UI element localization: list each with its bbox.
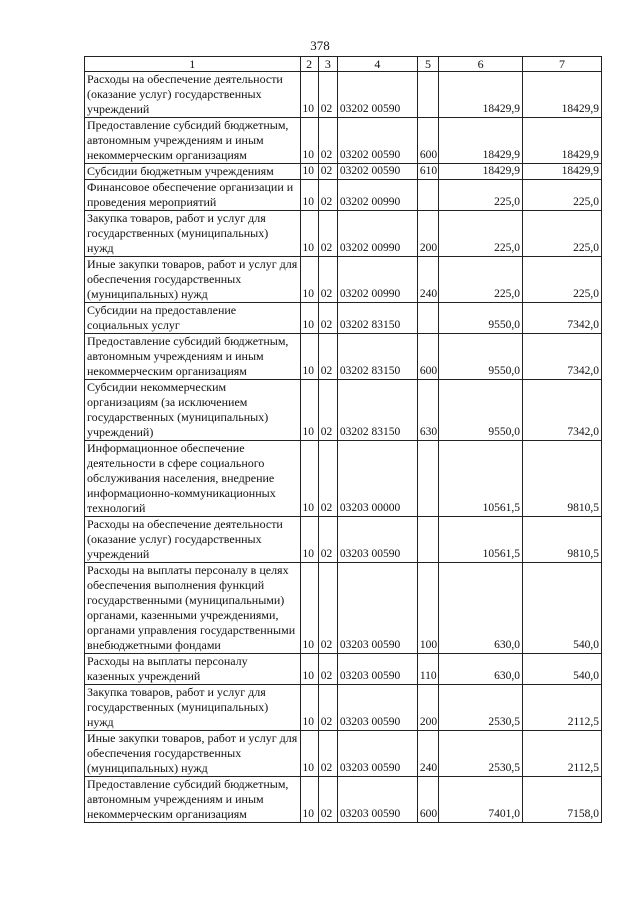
amount-col7-cell: 540,0 [523,563,602,654]
page-number: 378 [310,38,330,53]
subsection-code-cell: 02 [318,303,337,334]
section-code-cell: 10 [300,380,318,441]
expense-type-cell [417,441,438,517]
expense-type-cell: 100 [417,563,438,654]
column-header: 4 [337,57,417,72]
target-article-cell: 03202 83150 [337,380,417,441]
expense-type-cell: 600 [417,334,438,380]
amount-col7-cell: 18429,9 [523,118,602,164]
amount-col7-cell: 9810,5 [523,441,602,517]
amount-col6-cell: 18429,9 [439,118,523,164]
subsection-code-cell: 02 [318,257,337,303]
target-article-cell: 03202 00990 [337,211,417,257]
amount-col7-cell: 7158,0 [523,777,602,823]
amount-col6-cell: 2530,5 [439,685,523,731]
amount-col6-cell: 225,0 [439,257,523,303]
table-row [85,654,602,685]
column-header: 7 [523,57,602,72]
table-row [85,334,602,380]
table-row [85,685,602,731]
item-name-cell: Закупка товаров, работ и услуг для государственных (муниципальных) нужд [85,685,301,731]
target-article-cell: 03202 83150 [337,303,417,334]
expense-type-cell: 630 [417,380,438,441]
item-name-cell: Иные закупки товаров, работ и услуг для обеспечения государственных (муниципальных) нужд [85,731,301,777]
target-article-cell: 03202 00590 [337,118,417,164]
section-code-cell: 10 [300,563,318,654]
target-article-cell: 03203 00590 [337,563,417,654]
table-row [85,303,602,334]
item-name-cell: Расходы на обеспечение деятельности (оказание услуг) государственных учреждений [85,72,301,118]
column-header: 1 [85,57,301,72]
subsection-code-cell: 02 [318,654,337,685]
item-name-cell: Закупка товаров, работ и услуг для государственных (муниципальных) нужд [85,211,301,257]
table-row [85,180,602,211]
subsection-code-cell: 02 [318,118,337,164]
amount-col6-cell: 225,0 [439,211,523,257]
amount-col6-cell: 630,0 [439,654,523,685]
item-name-cell: Расходы на выплаты персоналу в целях обеспечения выполнения функций государственными (муниципальными) органами, казенными учреждениями, органами управления государственными внебюджетными фондами [85,563,301,654]
target-article-cell: 03203 00590 [337,777,417,823]
target-article-cell: 03202 83150 [337,334,417,380]
amount-col6-cell: 630,0 [439,563,523,654]
subsection-code-cell: 02 [318,180,337,211]
item-name-cell: Предоставление субсидий бюджетным, автономным учреждениям и иным некоммерческим организациям [85,777,301,823]
amount-col7-cell: 2112,5 [523,685,602,731]
budget-table [84,56,602,823]
item-name-cell: Расходы на выплаты персоналу казенных учреждений [85,654,301,685]
table-row [85,118,602,164]
expense-type-cell [417,72,438,118]
amount-col7-cell: 9810,5 [523,517,602,563]
expense-type-cell: 200 [417,685,438,731]
section-code-cell: 10 [300,118,318,164]
column-header: 3 [318,57,337,72]
target-article-cell: 03203 00590 [337,654,417,685]
table-body [85,72,602,823]
section-code-cell: 10 [300,777,318,823]
item-name-cell: Иные закупки товаров, работ и услуг для обеспечения государственных (муниципальных) нужд [85,257,301,303]
section-code-cell: 10 [300,211,318,257]
amount-col6-cell: 9550,0 [439,334,523,380]
target-article-cell: 03203 00590 [337,685,417,731]
table-row [85,164,602,180]
subsection-code-cell: 02 [318,334,337,380]
item-name-cell: Предоставление субсидий бюджетным, автономным учреждениям и иным некоммерческим организациям [85,118,301,164]
table-row [85,257,602,303]
table-row [85,563,602,654]
amount-col6-cell: 9550,0 [439,303,523,334]
table-row [85,380,602,441]
expense-type-cell: 240 [417,257,438,303]
expense-type-cell: 600 [417,777,438,823]
subsection-code-cell: 02 [318,211,337,257]
expense-type-cell: 240 [417,731,438,777]
target-article-cell: 03202 00590 [337,72,417,118]
expense-type-cell: 610 [417,164,438,180]
item-name-cell: Предоставление субсидий бюджетным, автономным учреждениям и иным некоммерческим организациям [85,334,301,380]
amount-col6-cell: 7401,0 [439,777,523,823]
table-header-row [85,57,602,72]
subsection-code-cell: 02 [318,441,337,517]
amount-col7-cell: 225,0 [523,180,602,211]
item-name-cell: Субсидии некоммерческим организациям (за исключением государственных (муниципальных) учреждений) [85,380,301,441]
subsection-code-cell: 02 [318,563,337,654]
amount-col7-cell: 7342,0 [523,303,602,334]
table-row [85,72,602,118]
target-article-cell: 03202 00590 [337,164,417,180]
section-code-cell: 10 [300,731,318,777]
amount-col7-cell: 2112,5 [523,731,602,777]
amount-col6-cell: 10561,5 [439,517,523,563]
table-row [85,777,602,823]
target-article-cell: 03203 00590 [337,517,417,563]
amount-col6-cell: 18429,9 [439,72,523,118]
amount-col6-cell: 18429,9 [439,164,523,180]
item-name-cell: Информационное обеспечение деятельности в сфере социального обслуживания населения, внедрение информационно-коммуникационных технологий [85,441,301,517]
subsection-code-cell: 02 [318,777,337,823]
expense-type-cell [417,517,438,563]
section-code-cell: 10 [300,441,318,517]
section-code-cell: 10 [300,164,318,180]
amount-col6-cell: 2530,5 [439,731,523,777]
section-code-cell: 10 [300,303,318,334]
expense-type-cell [417,303,438,334]
item-name-cell: Расходы на обеспечение деятельности (оказание услуг) государственных учреждений [85,517,301,563]
table-row [85,441,602,517]
subsection-code-cell: 02 [318,164,337,180]
subsection-code-cell: 02 [318,517,337,563]
amount-col6-cell: 10561,5 [439,441,523,517]
subsection-code-cell: 02 [318,731,337,777]
expense-type-cell [417,180,438,211]
subsection-code-cell: 02 [318,380,337,441]
amount-col7-cell: 18429,9 [523,164,602,180]
table-row [85,731,602,777]
amount-col6-cell: 225,0 [439,180,523,211]
subsection-code-cell: 02 [318,72,337,118]
amount-col7-cell: 225,0 [523,211,602,257]
subsection-code-cell: 02 [318,685,337,731]
section-code-cell: 10 [300,72,318,118]
expense-type-cell: 110 [417,654,438,685]
section-code-cell: 10 [300,334,318,380]
section-code-cell: 10 [300,654,318,685]
target-article-cell: 03202 00990 [337,180,417,211]
section-code-cell: 10 [300,517,318,563]
section-code-cell: 10 [300,685,318,731]
item-name-cell: Субсидии бюджетным учреждениям [85,164,301,180]
column-header: 5 [417,57,438,72]
item-name-cell: Субсидии на предоставление социальных услуг [85,303,301,334]
amount-col6-cell: 9550,0 [439,380,523,441]
section-code-cell: 10 [300,257,318,303]
table-row [85,517,602,563]
amount-col7-cell: 7342,0 [523,334,602,380]
target-article-cell: 03203 00590 [337,731,417,777]
column-header: 2 [300,57,318,72]
target-article-cell: 03203 00000 [337,441,417,517]
column-header: 6 [439,57,523,72]
expense-type-cell: 200 [417,211,438,257]
amount-col7-cell: 225,0 [523,257,602,303]
amount-col7-cell: 7342,0 [523,380,602,441]
amount-col7-cell: 540,0 [523,654,602,685]
amount-col7-cell: 18429,9 [523,72,602,118]
item-name-cell: Финансовое обеспечение организации и проведения мероприятий [85,180,301,211]
expense-type-cell: 600 [417,118,438,164]
table-row [85,211,602,257]
target-article-cell: 03202 00990 [337,257,417,303]
section-code-cell: 10 [300,180,318,211]
